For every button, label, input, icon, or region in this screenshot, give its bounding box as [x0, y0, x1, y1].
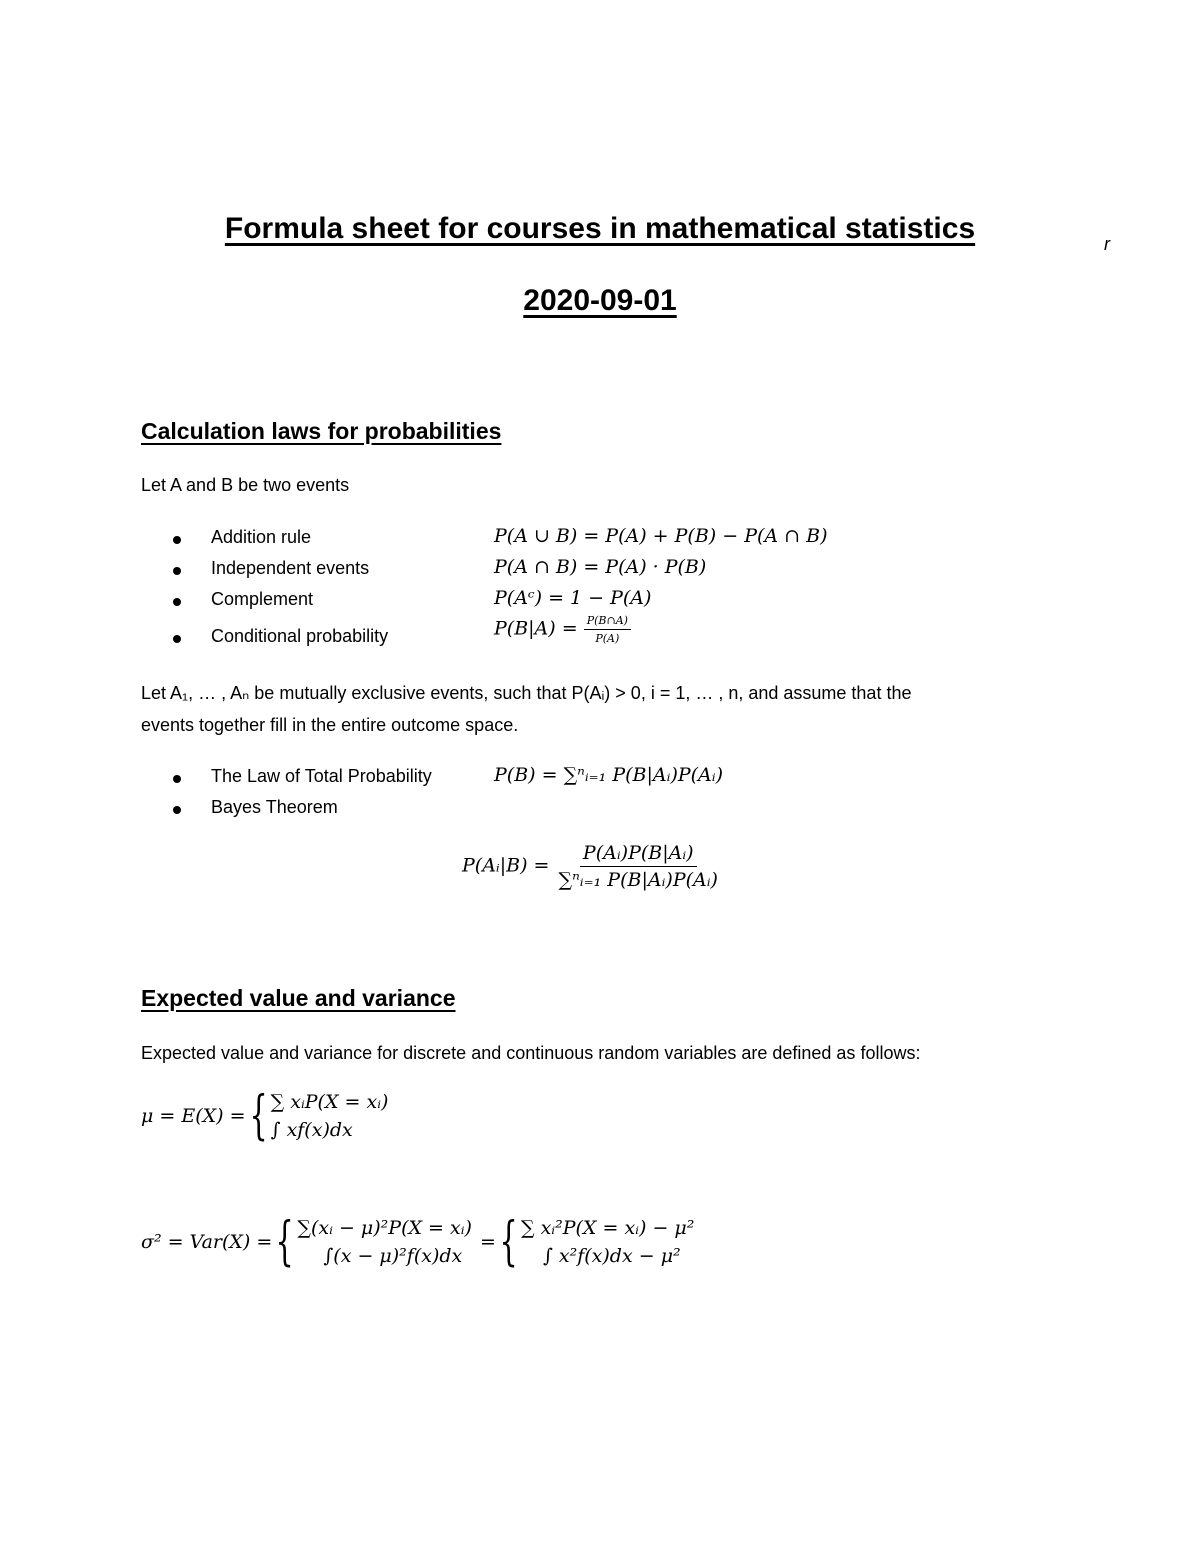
expectation-discrete: ∑ xᵢP(X = xᵢ)	[270, 1091, 389, 1113]
theorem-label: Bayes Theorem	[211, 797, 338, 817]
variance-shortcut-continuous: ∫ x²f(x)dx − μ²	[542, 1245, 681, 1267]
bayes-lhs: P(Aᵢ|B) =	[462, 854, 550, 877]
rule-addition	[0, 527, 1200, 557]
left-brace-icon: {	[275, 1212, 294, 1272]
rule-label: Addition rule	[211, 527, 312, 547]
rule-formula: P(A ∩ B) = P(A) · P(B)	[494, 556, 707, 578]
bayes-formula	[462, 842, 721, 891]
expectation-formula	[141, 1088, 388, 1144]
rule-independent	[0, 558, 1200, 588]
rule-label: Conditional probability	[211, 626, 389, 646]
variance-equals: =	[479, 1231, 496, 1253]
conditional-lhs: P(B|A) =	[494, 617, 578, 640]
left-brace-icon: {	[248, 1086, 268, 1146]
variance-lhs: σ² = Var(X) =	[141, 1231, 273, 1253]
bullet-icon	[173, 806, 181, 814]
conditional-denominator: P(A)	[595, 632, 620, 645]
variance-continuous: ∫(x − μ)²f(x)dx	[323, 1245, 463, 1267]
bullet-icon	[173, 775, 181, 783]
section-heading-expected-value: Expected value and variance	[141, 985, 456, 1011]
bullet-icon	[173, 536, 181, 544]
expectation-lhs: μ = E(X) =	[141, 1105, 246, 1127]
expectation-continuous: ∫ xf(x)dx	[270, 1119, 353, 1141]
expectation-cases-group	[141, 1088, 388, 1144]
document-date: 2020-09-01	[523, 284, 677, 317]
rule-label: Independent events	[211, 558, 370, 578]
variance-discrete: ∑(xᵢ − μ)²P(X = xᵢ)	[297, 1217, 472, 1239]
theorem-formula: P(B) = ∑ⁿᵢ₌₁ P(B|Aᵢ)P(Aᵢ)	[494, 764, 724, 786]
variance-formula	[141, 1214, 694, 1270]
theorem-bayes	[0, 797, 1200, 827]
rule-label: Complement	[211, 589, 314, 609]
partition-paragraph-line1: Let A₁, … , Aₙ be mutually exclusive events, such that P(Aᵢ) > 0, i = 1, … , n, and assume that the	[141, 683, 912, 703]
variance-shortcut-cases	[521, 1214, 694, 1270]
variance-cases-group	[141, 1214, 694, 1270]
bayes-numerator: P(Aᵢ)P(B|Aᵢ)	[580, 842, 697, 867]
partition-paragraph-line2: events together fill in the entire outcome space.	[141, 715, 519, 735]
section2-intro: Expected value and variance for discrete and continuous random variables are defined as follows:	[141, 1043, 921, 1063]
stray-mark: r	[1104, 234, 1110, 254]
rule-conditional	[0, 614, 1200, 656]
section-heading-probability-laws: Calculation laws for probabilities	[141, 418, 502, 444]
document-title: Formula sheet for courses in mathematical statistics	[224, 212, 976, 245]
section1-intro: Let A and B be two events	[141, 475, 350, 495]
expectation-cases	[271, 1088, 389, 1144]
bullet-icon	[173, 635, 181, 643]
bullet-icon	[173, 598, 181, 606]
rule-formula: P(A ∪ B) = P(A) + P(B) − P(A ∩ B)	[494, 525, 828, 547]
conditional-fraction	[584, 614, 631, 645]
left-brace-icon: {	[499, 1212, 518, 1272]
theorem-label: The Law of Total Probability	[211, 766, 432, 786]
bayes-fraction	[556, 842, 721, 891]
variance-shortcut-discrete: ∑ xᵢ²P(X = xᵢ) − μ²	[520, 1217, 695, 1239]
bayes-denominator: ∑ⁿᵢ₌₁ P(B|Aᵢ)P(Aᵢ)	[558, 869, 718, 891]
bullet-icon	[173, 567, 181, 575]
theorem-total-probability	[0, 766, 1200, 796]
rule-formula: P(Aᶜ) = 1 − P(A)	[494, 587, 652, 609]
conditional-numerator: P(B∩A)	[584, 614, 631, 630]
rule-formula	[494, 614, 631, 645]
variance-definition-cases	[297, 1214, 472, 1270]
